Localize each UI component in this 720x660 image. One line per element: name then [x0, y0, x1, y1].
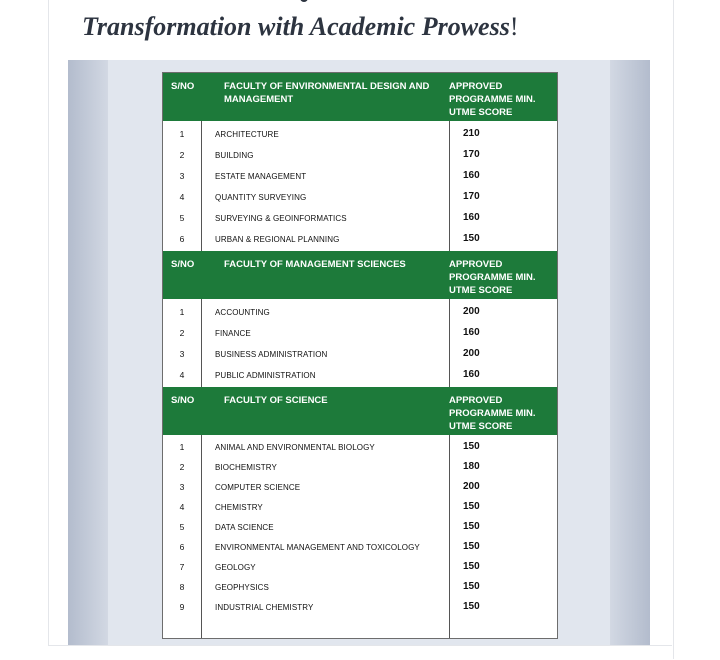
programme-name: ARCHITECTURE [215, 130, 279, 139]
min-utme-score: 150 [463, 441, 480, 452]
programme-name: DATA SCIENCE [215, 523, 274, 532]
row-number: 2 [179, 150, 185, 160]
table-row [163, 496, 557, 517]
min-utme-score: 150 [463, 561, 480, 572]
programme-name: BUILDING [215, 151, 254, 160]
min-utme-score: 200 [463, 348, 480, 359]
sno-header: S/NO [171, 259, 195, 270]
programme-name: INDUSTRIAL CHEMISTRY [215, 603, 314, 612]
score-header: APPROVED PROGRAMME MIN. UTME SCORE [449, 259, 536, 296]
row-number: 4 [179, 192, 185, 202]
table-row [163, 576, 557, 597]
min-utme-score: 210 [463, 128, 480, 139]
min-utme-score: 200 [463, 481, 480, 492]
column-divider [449, 299, 450, 387]
min-utme-score: 170 [463, 191, 480, 202]
programme-name: GEOLOGY [215, 563, 256, 572]
column-divider [449, 435, 450, 638]
programme-name: QUANTITY SURVEYING [215, 193, 307, 202]
min-utme-score: 150 [463, 581, 480, 592]
faculty-title: FACULTY OF SCIENCE [224, 395, 328, 406]
column-divider [201, 435, 202, 638]
faculty-title: FACULTY OF MANAGEMENT SCIENCES [224, 259, 406, 270]
headline-punct: ! [509, 12, 519, 41]
table-row [163, 364, 557, 385]
row-number: 3 [179, 349, 185, 359]
min-utme-score: 150 [463, 601, 480, 612]
table-row [163, 516, 557, 537]
programme-name: ACCOUNTING [215, 308, 270, 317]
min-utme-score: 160 [463, 327, 480, 338]
section-header-science [163, 387, 557, 435]
min-utme-score: 200 [463, 306, 480, 317]
table-row [163, 228, 557, 249]
table-row [163, 322, 557, 343]
row-number: 1 [179, 129, 185, 139]
sno-header: S/NO [171, 395, 195, 406]
row-number: 7 [179, 562, 185, 572]
table-row [163, 123, 557, 144]
programme-name: COMPUTER SCIENCE [215, 483, 301, 492]
row-number: 5 [179, 522, 185, 532]
min-utme-score: 170 [463, 149, 480, 160]
table-row [163, 207, 557, 228]
programme-name: URBAN & REGIONAL PLANNING [215, 235, 340, 244]
table-row [163, 536, 557, 557]
row-number: 3 [179, 171, 185, 181]
programme-name: SURVEYING & GEOINFORMATICS [215, 214, 347, 223]
min-utme-score: 150 [463, 521, 480, 532]
row-number: 8 [179, 582, 185, 592]
score-table [162, 72, 558, 639]
sno-header: S/NO [171, 81, 195, 92]
table-row [163, 301, 557, 322]
programme-name: ANIMAL AND ENVIRONMENTAL BIOLOGY [215, 443, 375, 452]
column-divider [201, 299, 202, 387]
table-row [163, 556, 557, 577]
programme-name: PUBLIC ADMINISTRATION [215, 371, 316, 380]
programme-name: CHEMISTRY [215, 503, 263, 512]
programme-name: ESTATE MANAGEMENT [215, 172, 307, 181]
image-shade-left [68, 60, 108, 646]
post-footer-divider [48, 645, 672, 660]
row-number: 6 [179, 542, 185, 552]
row-number: 4 [179, 502, 185, 512]
min-utme-score: 150 [463, 233, 480, 244]
row-number: 2 [179, 328, 185, 338]
post-headline [82, 12, 519, 42]
score-header: APPROVED PROGRAMME MIN. UTME SCORE [449, 395, 536, 432]
row-number: 5 [179, 213, 185, 223]
table-row [163, 476, 557, 497]
min-utme-score: 150 [463, 501, 480, 512]
table-row [163, 343, 557, 364]
table-row [163, 144, 557, 165]
section-header-environmental-design [163, 73, 557, 121]
table-row [163, 456, 557, 477]
row-number: 4 [179, 370, 185, 380]
row-number: 1 [179, 442, 185, 452]
table-row [163, 186, 557, 207]
programme-name: ENVIRONMENTAL MANAGEMENT AND TOXICOLOGY [215, 543, 420, 552]
row-number: 9 [179, 602, 185, 612]
programme-name: BUSINESS ADMINISTRATION [215, 350, 328, 359]
faculty-title: FACULTY OF ENVIRONMENTAL DESIGN AND MANAGEMENT [224, 81, 430, 105]
programme-name: BIOCHEMISTRY [215, 463, 277, 472]
headline-text: Transformation with Academic Prowess [82, 12, 510, 41]
programme-name: GEOPHYSICS [215, 583, 269, 592]
image-shade-right [610, 60, 650, 646]
row-number: 3 [179, 482, 185, 492]
row-number: 2 [179, 462, 185, 472]
row-number: 6 [179, 234, 185, 244]
score-header: APPROVED PROGRAMME MIN. UTME SCORE [449, 81, 536, 118]
row-number: 1 [179, 307, 185, 317]
table-row [163, 165, 557, 186]
programme-name: FINANCE [215, 329, 251, 338]
min-utme-score: 150 [463, 541, 480, 552]
min-utme-score: 180 [463, 461, 480, 472]
column-divider [201, 121, 202, 251]
table-row [163, 436, 557, 457]
min-utme-score: 160 [463, 170, 480, 181]
min-utme-score: 160 [463, 369, 480, 380]
table-row [163, 596, 557, 617]
min-utme-score: 160 [463, 212, 480, 223]
section-header-management-sciences [163, 251, 557, 299]
column-divider [449, 121, 450, 251]
